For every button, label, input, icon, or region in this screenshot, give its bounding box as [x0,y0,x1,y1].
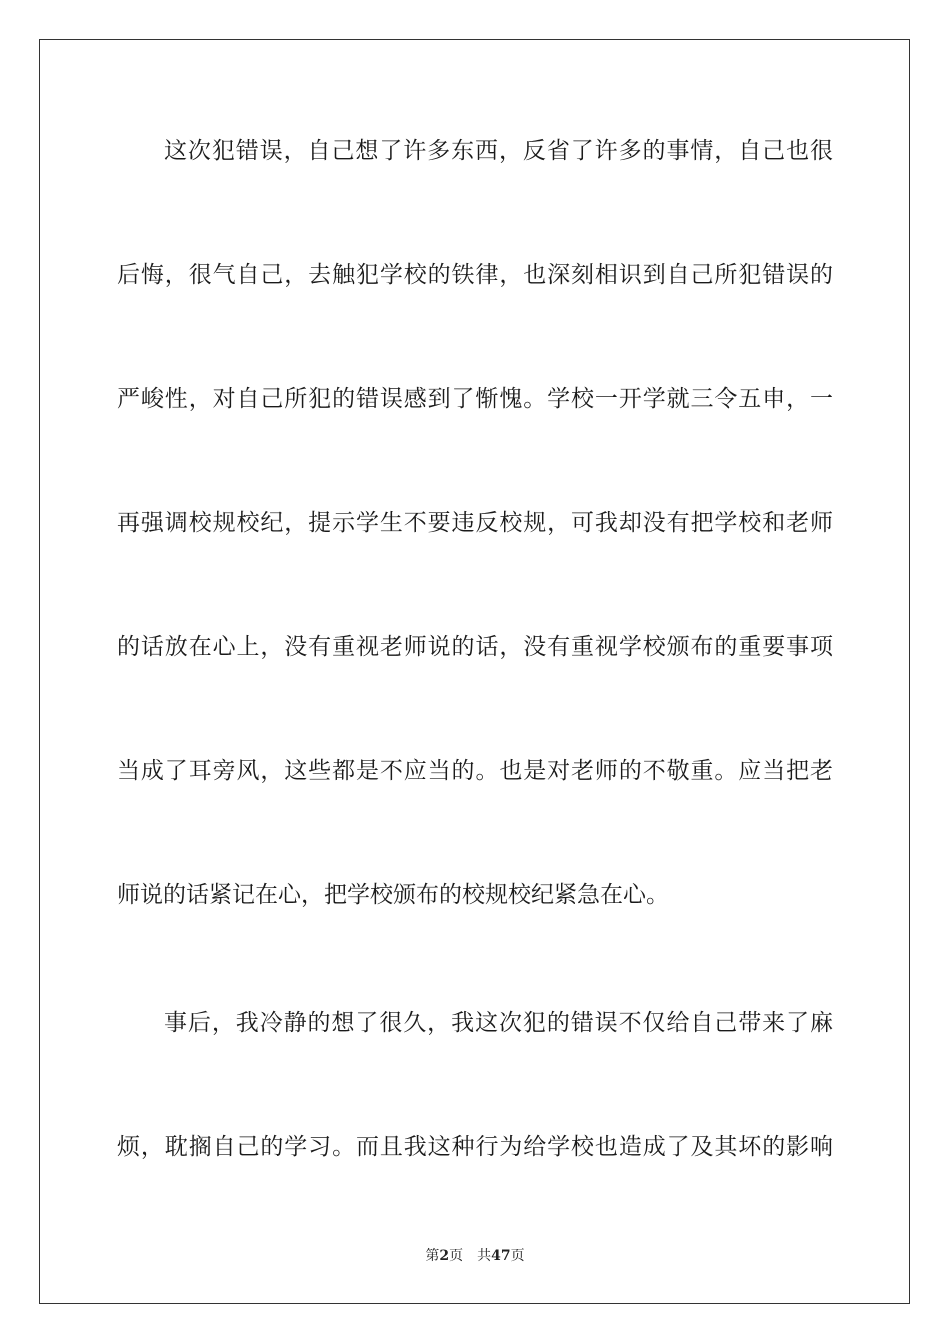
text-line: 的话放在心上，没有重视老师说的话，没有重视学校颁布的重要事项 [117,634,833,660]
total-pages: 47 [491,1248,511,1264]
page-prefix: 第 [425,1248,440,1264]
page-number: 2 [439,1248,450,1264]
text-line: 再强调校规校纪，提示学生不要违反校规，可我却没有把学校和老师 [117,510,833,536]
total-prefix: 共 [477,1248,492,1264]
text-line: 当成了耳旁风，这些都是不应当的。也是对老师的不敬重。应当把老 [117,758,833,784]
total-suffix: 页 [510,1248,525,1264]
page-footer [0,1246,950,1266]
text-line: 师说的话紧记在心，把学校颁布的校规校纪紧急在心。 [117,882,669,908]
text-line: 这次犯错误，自己想了许多东西，反省了许多的事情，自己也很 [164,138,833,164]
page-border [39,39,910,1304]
text-line: 事后，我冷静的想了很久，我这次犯的错误不仅给自己带来了麻 [164,1010,833,1036]
text-line: 烦，耽搁自己的学习。而且我这种行为给学校也造成了及其坏的影响 [117,1134,833,1160]
page-suffix: 页 [449,1248,464,1264]
text-line: 后悔，很气自己，去触犯学校的铁律，也深刻相识到自己所犯错误的 [117,262,833,288]
text-line: 严峻性，对自己所犯的错误感到了惭愧。学校一开学就三令五申，一 [117,386,833,412]
